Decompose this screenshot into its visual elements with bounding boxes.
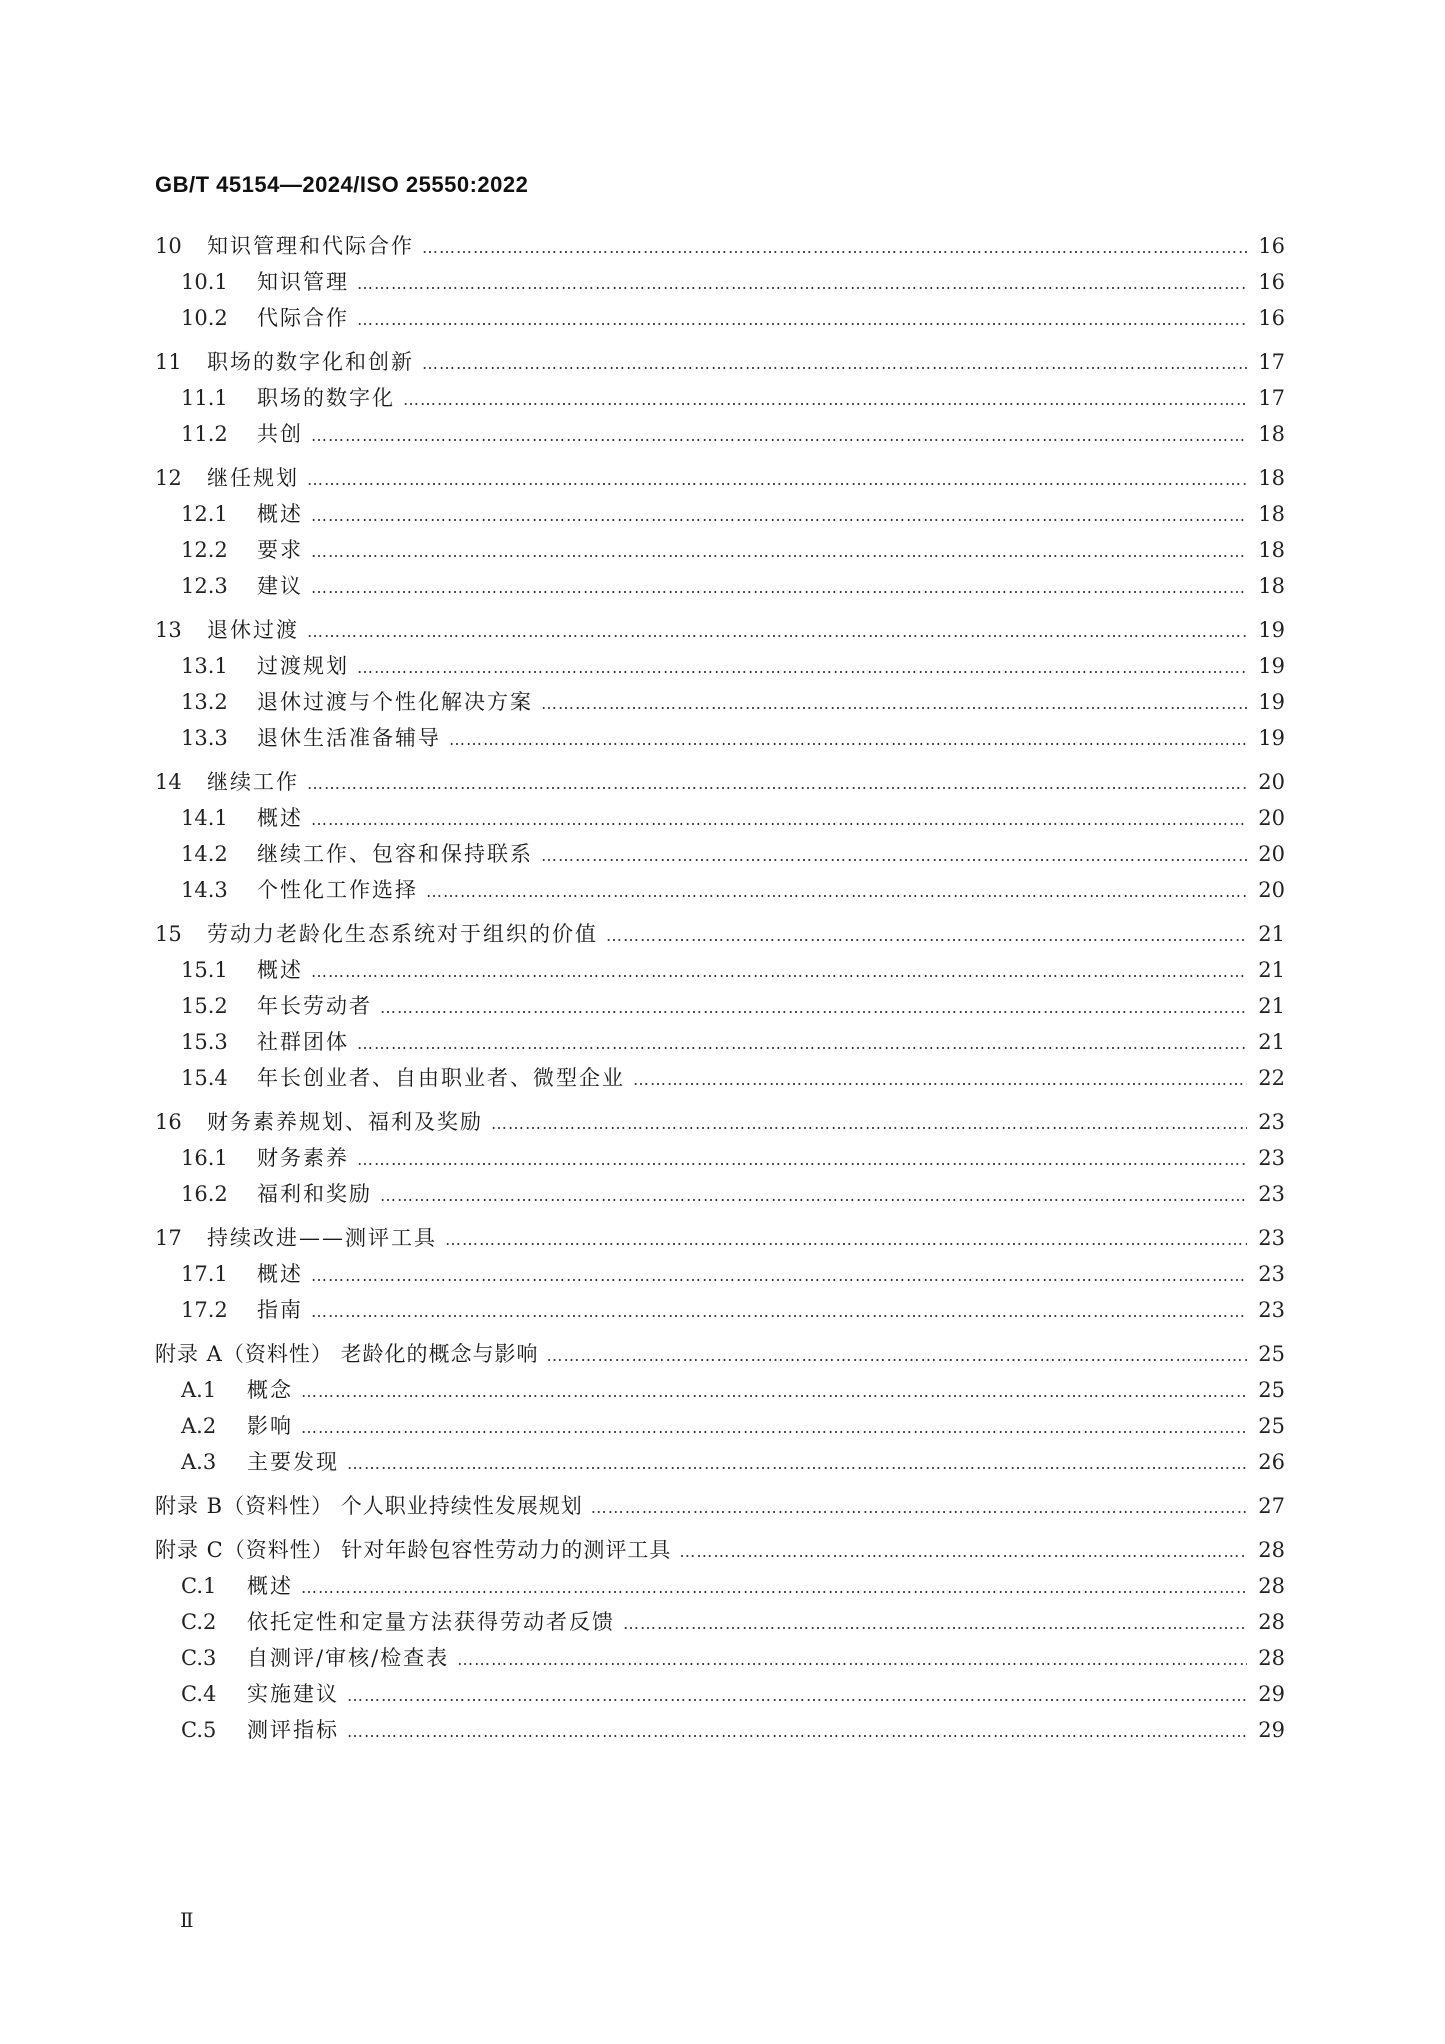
toc-entry-page: 22 bbox=[1258, 1066, 1285, 1090]
toc-entry-number: 16.2 bbox=[181, 1182, 228, 1206]
toc-dot-leader bbox=[311, 502, 1247, 530]
toc-entry-title: 财务素养规划、福利及奖励 bbox=[207, 1110, 483, 1134]
toc-entry-page: 16 bbox=[1258, 270, 1285, 294]
toc-dot-leader bbox=[426, 878, 1247, 906]
toc-entry-page: 19 bbox=[1258, 618, 1285, 642]
toc-entry-number: 10.2 bbox=[181, 306, 228, 330]
toc-entry-number: 13.3 bbox=[181, 726, 228, 750]
toc-entry-title: 主要发现 bbox=[247, 1450, 339, 1474]
toc-dot-leader bbox=[347, 1450, 1247, 1478]
toc-entry-page: 19 bbox=[1258, 726, 1285, 750]
toc-entry-number: C.2 bbox=[181, 1610, 217, 1634]
toc-entry-number: C.1 bbox=[181, 1574, 217, 1598]
toc-dot-leader bbox=[541, 690, 1247, 718]
toc-dot-leader bbox=[606, 922, 1247, 950]
toc-dot-leader bbox=[307, 618, 1247, 646]
toc-dot-leader bbox=[380, 994, 1247, 1022]
toc-dot-leader bbox=[347, 1682, 1247, 1710]
toc-entry[interactable] bbox=[155, 1536, 1285, 1564]
toc-entry[interactable] bbox=[155, 652, 1285, 680]
toc-entry-title: 职场的数字化和创新 bbox=[207, 350, 414, 374]
toc-entry-number: C.4 bbox=[181, 1682, 217, 1706]
toc-dot-leader bbox=[491, 1110, 1247, 1138]
toc-entry-page: 21 bbox=[1258, 922, 1285, 946]
toc-entry-page: 23 bbox=[1258, 1298, 1285, 1322]
toc-entry-number: 14.2 bbox=[181, 842, 228, 866]
toc-entry-title: 财务素养 bbox=[257, 1146, 349, 1170]
toc-entry-title: 附录 B（资料性） 个人职业持续性发展规划 bbox=[155, 1494, 583, 1518]
toc-entry-page: 16 bbox=[1258, 306, 1285, 330]
toc-entry[interactable] bbox=[155, 1108, 1285, 1136]
toc-entry-title: 福利和奖励 bbox=[257, 1182, 372, 1206]
toc-entry[interactable] bbox=[155, 1680, 1285, 1708]
toc-entry[interactable] bbox=[155, 1492, 1285, 1520]
toc-entry-number: 12.1 bbox=[181, 502, 228, 526]
toc-dot-leader bbox=[422, 350, 1247, 378]
toc-dot-leader bbox=[357, 270, 1247, 298]
toc-entry-number: C.3 bbox=[181, 1646, 217, 1670]
toc-entry-title: 继续工作 bbox=[207, 770, 299, 794]
toc-entry-page: 23 bbox=[1258, 1110, 1285, 1134]
toc-dot-leader bbox=[311, 1298, 1247, 1326]
toc-dot-leader bbox=[623, 1610, 1247, 1638]
toc-entry-title: 影响 bbox=[247, 1414, 293, 1438]
toc-entry-page: 23 bbox=[1258, 1146, 1285, 1170]
toc-entry[interactable] bbox=[155, 1340, 1285, 1368]
toc-entry-number: A.3 bbox=[181, 1450, 217, 1474]
toc-dot-leader bbox=[541, 842, 1247, 870]
toc-entry-page: 17 bbox=[1258, 350, 1285, 374]
toc-dot-leader bbox=[301, 1414, 1247, 1442]
toc-entry-number: 17.1 bbox=[181, 1262, 228, 1286]
toc-entry[interactable] bbox=[155, 956, 1285, 984]
toc-dot-leader bbox=[311, 574, 1247, 602]
toc-entry-title: 概述 bbox=[257, 806, 303, 830]
toc-entry[interactable] bbox=[155, 1644, 1285, 1672]
toc-entry-title: 测评指标 bbox=[247, 1718, 339, 1742]
toc-entry[interactable] bbox=[155, 724, 1285, 752]
toc-entry-number: 10.1 bbox=[181, 270, 228, 294]
toc-entry-number: C.5 bbox=[181, 1718, 217, 1742]
toc-entry-title: 概念 bbox=[247, 1378, 293, 1402]
toc-entry[interactable] bbox=[155, 804, 1285, 832]
toc-entry-title: 持续改进——测评工具 bbox=[207, 1226, 437, 1250]
toc-entry[interactable] bbox=[155, 768, 1285, 796]
toc-dot-leader bbox=[311, 422, 1247, 450]
toc-dot-leader bbox=[311, 538, 1247, 566]
toc-entry[interactable] bbox=[155, 232, 1285, 260]
toc-entry-page: 18 bbox=[1258, 574, 1285, 598]
toc-entry-number: 16 bbox=[155, 1110, 182, 1134]
table-of-contents bbox=[155, 232, 1285, 1744]
toc-entry[interactable] bbox=[155, 876, 1285, 904]
toc-entry[interactable] bbox=[155, 536, 1285, 564]
toc-entry[interactable] bbox=[155, 384, 1285, 412]
toc-entry-title: 代际合作 bbox=[257, 306, 349, 330]
toc-entry-page: 21 bbox=[1258, 958, 1285, 982]
toc-dot-leader bbox=[347, 1718, 1247, 1746]
toc-entry-number: 17 bbox=[155, 1226, 182, 1250]
toc-dot-leader bbox=[357, 654, 1247, 682]
toc-entry-page: 28 bbox=[1258, 1574, 1285, 1598]
toc-dot-leader bbox=[547, 1342, 1247, 1370]
toc-entry-title: 继任规划 bbox=[207, 466, 299, 490]
toc-entry-title: 劳动力老龄化生态系统对于组织的价值 bbox=[207, 922, 598, 946]
toc-entry-title: 附录 C（资料性） 针对年龄包容性劳动力的测评工具 bbox=[155, 1538, 672, 1562]
toc-entry-page: 26 bbox=[1258, 1450, 1285, 1474]
toc-entry-title: 自测评/审核/检查表 bbox=[247, 1646, 450, 1670]
toc-entry-page: 18 bbox=[1258, 466, 1285, 490]
toc-entry-number: 12 bbox=[155, 466, 182, 490]
toc-entry-page: 21 bbox=[1258, 994, 1285, 1018]
toc-entry[interactable] bbox=[155, 268, 1285, 296]
toc-entry-page: 25 bbox=[1258, 1378, 1285, 1402]
toc-entry-page: 23 bbox=[1258, 1262, 1285, 1286]
toc-entry-number: 15.4 bbox=[181, 1066, 228, 1090]
toc-dot-leader bbox=[457, 1646, 1247, 1674]
toc-entry-page: 19 bbox=[1258, 654, 1285, 678]
toc-entry-page: 23 bbox=[1258, 1226, 1285, 1250]
toc-entry-number: 15.3 bbox=[181, 1030, 228, 1054]
toc-entry-title: 个性化工作选择 bbox=[257, 878, 418, 902]
toc-entry-page: 28 bbox=[1258, 1646, 1285, 1670]
toc-entry[interactable] bbox=[155, 420, 1285, 448]
toc-entry-page: 27 bbox=[1258, 1494, 1285, 1518]
toc-entry-number: A.1 bbox=[181, 1378, 217, 1402]
toc-entry-number: 15 bbox=[155, 922, 182, 946]
toc-entry[interactable] bbox=[155, 1448, 1285, 1476]
toc-entry-title: 职场的数字化 bbox=[257, 386, 395, 410]
toc-entry[interactable] bbox=[155, 572, 1285, 600]
toc-entry-title: 概述 bbox=[257, 1262, 303, 1286]
toc-entry[interactable] bbox=[155, 1376, 1285, 1404]
toc-entry[interactable] bbox=[155, 1260, 1285, 1288]
toc-dot-leader bbox=[591, 1494, 1247, 1522]
toc-entry-number: 13.1 bbox=[181, 654, 228, 678]
toc-entry[interactable] bbox=[155, 616, 1285, 644]
toc-entry[interactable] bbox=[155, 688, 1285, 716]
toc-entry-page: 21 bbox=[1258, 1030, 1285, 1054]
toc-dot-leader bbox=[403, 386, 1247, 414]
toc-entry[interactable] bbox=[155, 1028, 1285, 1056]
toc-entry[interactable] bbox=[155, 304, 1285, 332]
toc-entry[interactable] bbox=[155, 1224, 1285, 1252]
toc-entry-page: 18 bbox=[1258, 422, 1285, 446]
toc-entry-number: 16.1 bbox=[181, 1146, 228, 1170]
toc-entry-page: 29 bbox=[1258, 1682, 1285, 1706]
toc-entry-number: 13.2 bbox=[181, 690, 228, 714]
toc-entry-title: 概述 bbox=[247, 1574, 293, 1598]
toc-dot-leader bbox=[633, 1066, 1247, 1094]
toc-entry[interactable] bbox=[155, 1064, 1285, 1092]
toc-entry-page: 25 bbox=[1258, 1342, 1285, 1366]
toc-entry-page: 29 bbox=[1258, 1718, 1285, 1742]
toc-entry-title: 附录 A（资料性） 老龄化的概念与影响 bbox=[155, 1342, 539, 1366]
toc-entry-number: 11.2 bbox=[181, 422, 228, 446]
toc-entry-page: 19 bbox=[1258, 690, 1285, 714]
toc-dot-leader bbox=[307, 770, 1247, 798]
toc-entry-title: 退休生活准备辅导 bbox=[257, 726, 441, 750]
toc-dot-leader bbox=[301, 1574, 1247, 1602]
toc-entry-number: 15.2 bbox=[181, 994, 228, 1018]
toc-entry-page: 28 bbox=[1258, 1538, 1285, 1562]
toc-entry[interactable] bbox=[155, 1572, 1285, 1600]
toc-entry-number: 12.2 bbox=[181, 538, 228, 562]
toc-dot-leader bbox=[311, 1262, 1247, 1290]
toc-entry[interactable] bbox=[155, 1412, 1285, 1440]
toc-entry-title: 年长创业者、自由职业者、微型企业 bbox=[257, 1066, 625, 1090]
toc-entry-number: 10 bbox=[155, 234, 182, 258]
toc-entry[interactable] bbox=[155, 992, 1285, 1020]
toc-dot-leader bbox=[301, 1378, 1247, 1406]
toc-entry-title: 要求 bbox=[257, 538, 303, 562]
toc-dot-leader bbox=[422, 234, 1247, 262]
toc-entry-page: 28 bbox=[1258, 1610, 1285, 1634]
toc-entry[interactable] bbox=[155, 500, 1285, 528]
toc-entry[interactable] bbox=[155, 1144, 1285, 1172]
toc-entry-page: 16 bbox=[1258, 234, 1285, 258]
toc-entry-page: 20 bbox=[1258, 770, 1285, 794]
toc-entry-title: 年长劳动者 bbox=[257, 994, 372, 1018]
toc-entry-title: 退休过渡与个性化解决方案 bbox=[257, 690, 533, 714]
document-code: GB/T 45154—2024/ISO 25550:2022 bbox=[155, 172, 529, 197]
toc-dot-leader bbox=[311, 958, 1247, 986]
toc-entry-title: 继续工作、包容和保持联系 bbox=[257, 842, 533, 866]
toc-entry-number: A.2 bbox=[181, 1414, 217, 1438]
toc-entry-title: 共创 bbox=[257, 422, 303, 446]
toc-entry-title: 依托定性和定量方法获得劳动者反馈 bbox=[247, 1610, 615, 1634]
toc-entry-number: 11 bbox=[155, 350, 182, 374]
toc-entry-number: 15.1 bbox=[181, 958, 228, 982]
toc-dot-leader bbox=[357, 1030, 1247, 1058]
toc-entry[interactable] bbox=[155, 1180, 1285, 1208]
toc-entry-title: 概述 bbox=[257, 502, 303, 526]
toc-entry-title: 指南 bbox=[257, 1298, 303, 1322]
toc-dot-leader bbox=[380, 1182, 1247, 1210]
toc-entry[interactable] bbox=[155, 920, 1285, 948]
toc-entry[interactable] bbox=[155, 1716, 1285, 1744]
toc-dot-leader bbox=[357, 306, 1247, 334]
toc-entry-number: 14.1 bbox=[181, 806, 228, 830]
toc-dot-leader bbox=[307, 466, 1247, 494]
toc-entry-page: 17 bbox=[1258, 386, 1285, 410]
toc-entry-page: 23 bbox=[1258, 1182, 1285, 1206]
toc-entry-page: 18 bbox=[1258, 502, 1285, 526]
toc-entry-title: 社群团体 bbox=[257, 1030, 349, 1054]
toc-entry[interactable] bbox=[155, 464, 1285, 492]
toc-entry-number: 14.3 bbox=[181, 878, 228, 902]
toc-entry-page: 20 bbox=[1258, 878, 1285, 902]
toc-entry[interactable] bbox=[155, 1296, 1285, 1324]
toc-dot-leader bbox=[679, 1538, 1247, 1566]
toc-entry-title: 退休过渡 bbox=[207, 618, 299, 642]
toc-entry-number: 12.3 bbox=[181, 574, 228, 598]
toc-entry-page: 20 bbox=[1258, 806, 1285, 830]
toc-entry-title: 概述 bbox=[257, 958, 303, 982]
toc-entry-title: 知识管理 bbox=[257, 270, 349, 294]
toc-dot-leader bbox=[311, 806, 1247, 834]
toc-dot-leader bbox=[445, 1226, 1247, 1254]
toc-entry-title: 知识管理和代际合作 bbox=[207, 234, 414, 258]
toc-entry-title: 实施建议 bbox=[247, 1682, 339, 1706]
toc-entry-title: 建议 bbox=[257, 574, 303, 598]
toc-entry[interactable] bbox=[155, 1608, 1285, 1636]
toc-entry-page: 25 bbox=[1258, 1414, 1285, 1438]
page-number: Ⅱ bbox=[180, 1908, 194, 1932]
toc-entry[interactable] bbox=[155, 348, 1285, 376]
toc-entry[interactable] bbox=[155, 840, 1285, 868]
toc-entry-number: 17.2 bbox=[181, 1298, 228, 1322]
toc-entry-number: 14 bbox=[155, 770, 182, 794]
toc-entry-page: 18 bbox=[1258, 538, 1285, 562]
toc-entry-title: 过渡规划 bbox=[257, 654, 349, 678]
toc-entry-number: 11.1 bbox=[181, 386, 228, 410]
toc-entry-number: 13 bbox=[155, 618, 182, 642]
toc-dot-leader bbox=[357, 1146, 1247, 1174]
toc-dot-leader bbox=[449, 726, 1247, 754]
toc-entry-page: 20 bbox=[1258, 842, 1285, 866]
